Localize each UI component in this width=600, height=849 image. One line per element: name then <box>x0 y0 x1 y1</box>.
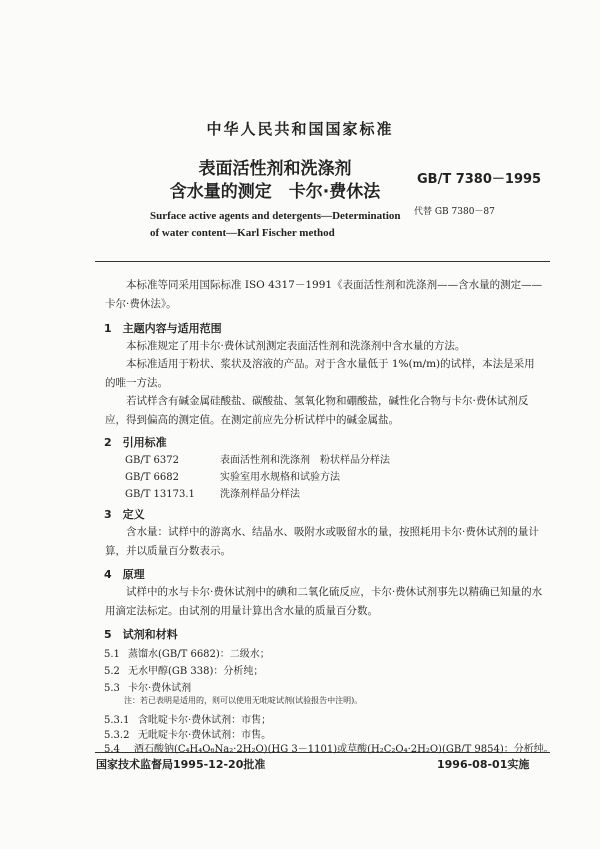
reference-item <box>125 451 390 466</box>
reference-item <box>125 485 300 500</box>
header-divider <box>95 261 550 262</box>
item-text: 酒石酸钠(C₄H₄O₆Na₂·2H₂O)(HG 3－1101)或草酸(H₂C₂O₄·2H₂O)(GB/T 9854)：分析纯。 <box>134 744 554 755</box>
item-text: 蒸馏水(GB/T 6682)：二级水； <box>128 649 270 660</box>
national-standard-heading: 中华人民共和国国家标准 <box>206 120 394 138</box>
reagent-item <box>104 645 270 660</box>
standard-number: GB/T 7380－1995 <box>417 172 542 187</box>
english-title <box>150 208 401 242</box>
reagent-subitem <box>104 711 271 726</box>
item-text: 无水甲醇(GB 338)：分析纯； <box>128 666 264 677</box>
section-1-paragraph-1: 本标准规定了用卡尔·费休试剂测定表面活性剂和洗涤剂中含水量的方法。 <box>126 340 466 352</box>
section-4-paragraph: 试样中的水与卡尔·费休试剂中的碘和二氧化硫反应，卡尔·费休试剂事先以精确已知量的水用滴定法标定。由试剂的用量计算出含水量的质量百分数。 <box>105 586 543 617</box>
title-line-2: 含水量的测定 卡尔·费休法 <box>169 182 381 202</box>
reagent-subitem <box>104 726 271 741</box>
english-title-line-2: of water content—Karl Fischer method <box>150 227 335 239</box>
intro-paragraph: 本标准等同采用国际标准 ISO 4317－1991《表面活性剂和洗涤剂——含水量的测定——卡尔·费休法》。 <box>105 279 543 310</box>
reference-code: GB/T 6372 <box>125 455 180 466</box>
section-3-heading: 3 定义 <box>104 508 145 521</box>
item-number: 5.3 <box>104 683 120 694</box>
reference-title: 表面活性剂和洗涤剂 粉状样品分样法 <box>220 455 390 466</box>
title-line-1: 表面活性剂和洗涤剂 <box>198 159 352 179</box>
item-text: 卡尔·费休试剂 <box>128 683 192 694</box>
section-1-paragraph-3: 若试样含有碱金属硅酸盐、碳酸盐、氢氧化物和硼酸盐，碱性化合物与卡尔·费休试剂反应，得到偏高的测定值。在测定前应先分析试样中的碱金属盐。 <box>105 395 529 426</box>
section-5-heading: 5 试剂和材料 <box>104 628 178 641</box>
implementation-date: 1996-08-01实施 <box>437 758 530 771</box>
section-1-heading: 1 主题内容与适用范围 <box>104 322 222 335</box>
replaces-standard: 代替 GB 7380－87 <box>414 207 495 217</box>
section-2-heading: 2 引用标准 <box>104 436 167 449</box>
section-3-paragraph: 含水量：试样中的游离水、结晶水、吸附水或吸留水的量，按照耗用卡尔·费休试剂的量计算，并以质量百分数表示。 <box>105 526 539 557</box>
reagent-item <box>104 679 191 694</box>
reagent-note: 注：若已表明是适用的，则可以使用无吡啶试剂(试验报告中注明)。 <box>124 696 363 705</box>
footer-divider <box>95 752 550 753</box>
approval-date: 国家技术监督局1995-12-20批准 <box>96 758 266 771</box>
section-4-heading: 4 原理 <box>104 568 145 581</box>
reference-code: GB/T 13173.1 <box>125 489 195 500</box>
item-number: 5.3.2 <box>104 730 130 741</box>
item-text: 含吡啶卡尔·费休试剂：市售； <box>138 715 272 726</box>
item-number: 5.2 <box>104 666 120 677</box>
item-number: 5.3.1 <box>104 715 130 726</box>
english-title-line-1: Surface active agents and detergents—Determination <box>150 210 401 222</box>
reference-title: 洗涤剂样品分样法 <box>220 489 300 500</box>
reference-code: GB/T 6682 <box>125 472 180 483</box>
reference-item <box>125 468 340 483</box>
item-text: 无吡啶卡尔·费休试剂：市售。 <box>138 730 272 741</box>
document-title <box>150 158 400 204</box>
reagent-item <box>104 662 263 677</box>
item-number: 5.4 <box>104 744 120 755</box>
reference-title: 实验室用水规格和试验方法 <box>220 472 340 483</box>
section-1-paragraph-2: 本标准适用于粉状、浆状及溶液的产品。对于含水量低于 1%(m/m)的试样，本法是采用的唯一方法。 <box>105 358 535 389</box>
item-number: 5.1 <box>104 649 120 660</box>
